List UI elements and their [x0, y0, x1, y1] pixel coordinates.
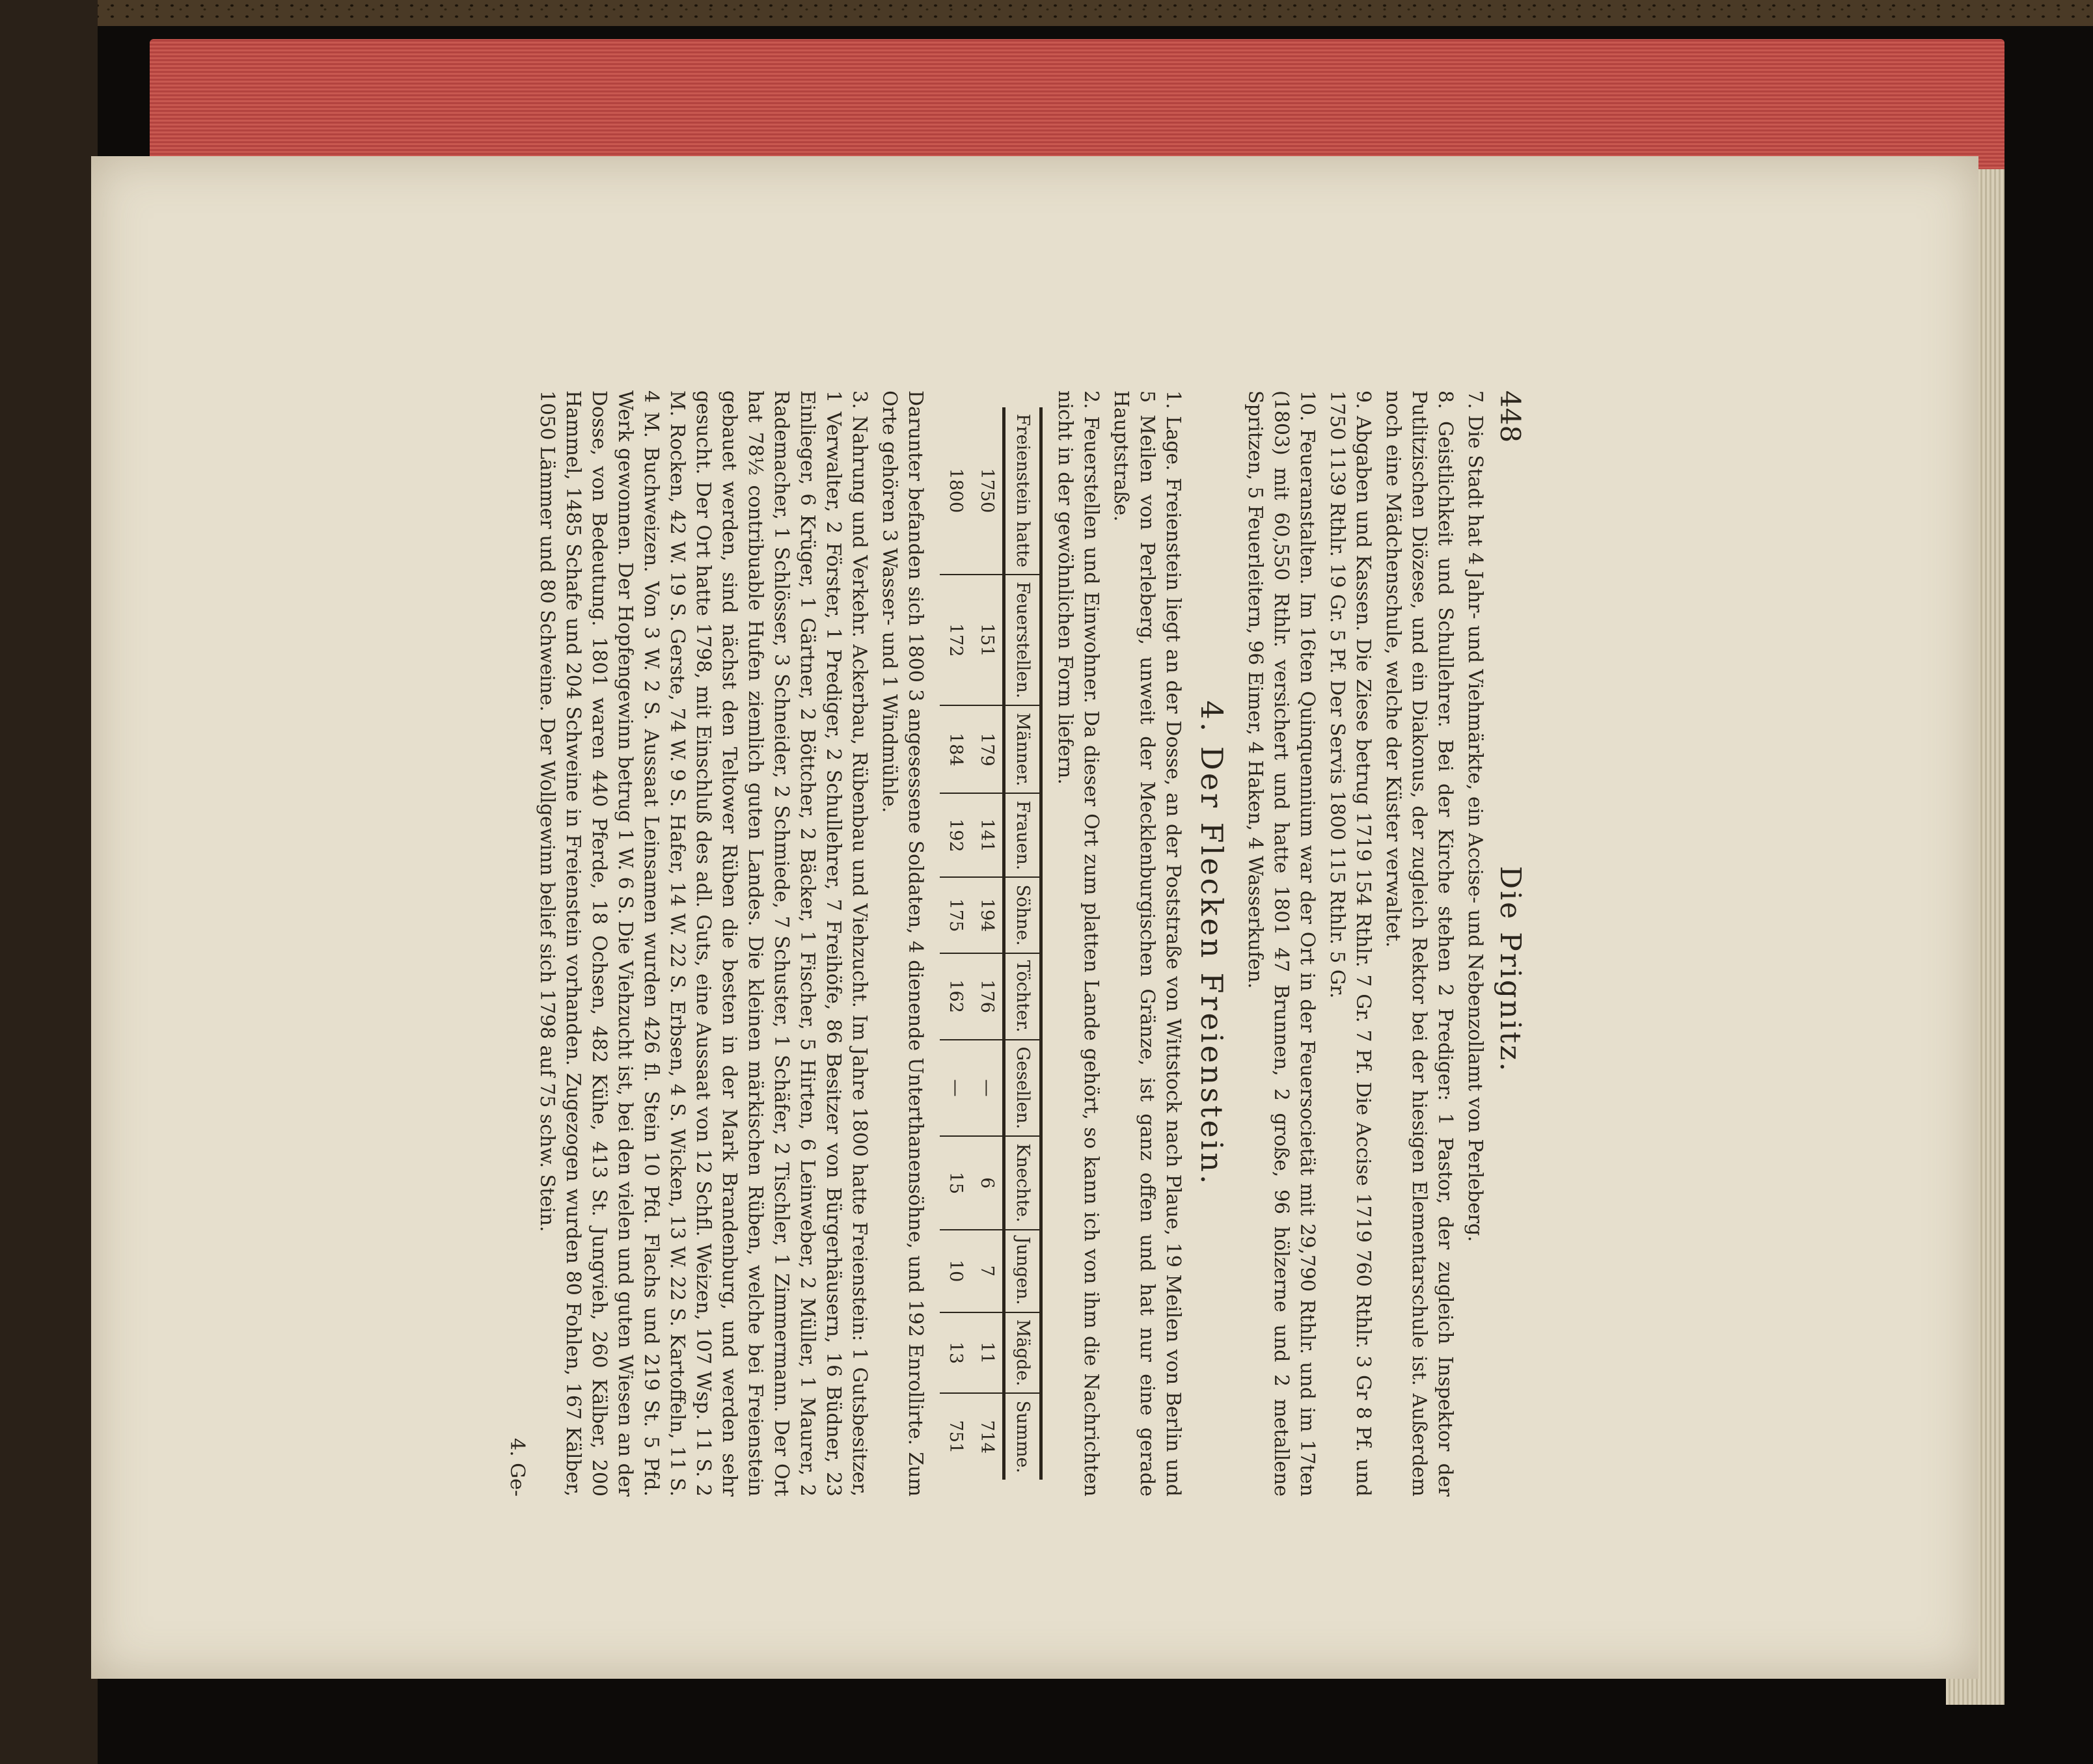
rotated-text-frame [286, 390, 1527, 1497]
table-cell: 10 [940, 1230, 971, 1312]
table-cell: 176 [971, 953, 1004, 1040]
column-header: Söhne. [1004, 877, 1041, 953]
paragraph: 1. Lage. Freienstein liegt an der Dosse, an der Poststraße von Wittstock nach Plaue, 19 Meilen von Berlin und 5 Meilen von Perleberg, unweit der Mecklenburgischen Gränze, ist ganz offen und hat nur eine gerade Hauptstraße. [1110, 390, 1184, 1497]
table-cell: 162 [940, 953, 971, 1040]
column-header: Gesellen. [1004, 1040, 1041, 1137]
column-header: Jungen. [1004, 1230, 1041, 1312]
table-cell: 6 [971, 1136, 1004, 1229]
column-header: Freienstein hatte [1004, 407, 1041, 575]
population-table [940, 407, 1043, 1480]
column-header: Mägde. [1004, 1312, 1041, 1394]
table-cell: 184 [940, 705, 971, 793]
table-cell: 141 [971, 793, 1004, 877]
table-cell: 714 [971, 1393, 1004, 1480]
paragraph: 9. Abgaben und Kassen. Die Ziese betrug 1719 154 Rthlr. 7 Gr. 7 Pf. Die Accise 1719 760 Rthlr. 3 Gr 8 Pf. und 1750 1139 Rthlr. 19 Gr. 5 Pf. Der Servis 1800 115 Rthlr. 5 Gr. [1326, 390, 1375, 1497]
table-row [940, 407, 971, 1480]
book-cover-edge [0, 0, 98, 1764]
page-text-block [286, 390, 1527, 1497]
table-cell: 194 [971, 877, 1004, 953]
table-cell: 7 [971, 1230, 1004, 1312]
paragraph: 8. Geistlichkeit und Schullehrer. Bei der Kirche stehen 2 Prediger: 1 Pastor, der zugleich Inspektor der Putlitzischen Diözese, und ein Diakonus, der zugleich Rektor bei der hiesigen Elementarschule ist. Außerdem noch eine Mädchenschule, welche der Küster verwaltet. [1382, 390, 1457, 1497]
table-cell: 175 [940, 877, 971, 953]
paragraph: 10. Feueranstalten. Im 16ten Quinquennium war der Ort in der Feuersocietät mit 29,790 Rthlr. und im 17ten (1803) mit 60,550 Rthlr. versichert und hatte 1801 47 Brunnen, 2 große, 96 hölzerne und 2 metallene Spritzen, 5 Feuerleitern, 96 Eimer, 4 Haken, 4 Wasserkufen. [1244, 390, 1319, 1497]
table-cell: 179 [971, 705, 1004, 793]
running-head: Die Prignitz. [1494, 865, 1527, 1074]
paragraph: 2. Feuerstellen und Einwohner. Da dieser Ort zum platten Lande gehört, so kann ich von ihm die Nachrichten nicht in der gewöhnlichen Form liefern. [1054, 390, 1102, 1497]
column-header: Feuerstellen. [1004, 575, 1041, 705]
table-cell: 1750 [977, 468, 997, 513]
column-header: Töchter. [1004, 953, 1041, 1040]
paragraph: Darunter befanden sich 1800 3 angesessene Soldaten, 4 dienende Unterthanensöhne, und 192 Enrollirte. Zum Orte gehören 3 Wasser- und 1 Windmühle. [878, 390, 927, 1497]
column-header: Frauen. [1004, 793, 1041, 877]
table-cell: — [971, 1040, 1004, 1137]
paragraph: 7. Die Stadt hat 4 Jahr- und Viehmärkte, ein Accise- und Nebenzollamt von Perleberg. [1464, 390, 1486, 1242]
catchword: 4. Ge- [506, 1437, 528, 1497]
table-cell: 13 [940, 1312, 971, 1394]
table-cell: — [940, 1040, 971, 1137]
section-title: 4. Der Flecken Freienstein. [1194, 700, 1229, 1187]
table-row [971, 407, 1004, 1480]
table-cell: 151 [971, 575, 1004, 705]
table-cell: 1800 [946, 468, 966, 513]
table-cell: 15 [940, 1136, 971, 1229]
column-header: Männer. [1004, 705, 1041, 793]
page-header [1494, 390, 1527, 1497]
column-header: Summe. [1004, 1393, 1041, 1480]
page-number: 448 [1494, 390, 1526, 443]
column-header: Knechte. [1004, 1136, 1041, 1229]
table-cell: 192 [940, 793, 971, 877]
table-cell: 172 [940, 575, 971, 705]
paragraph: 3. Nahrung und Verkehr. Ackerbau, Rübenbau und Viehzucht. Im Jahre 1800 hatte Freienstein: 1 Gutsbesitzer, 1 Verwalter, 2 Förster, 1 Prediger, 2 Schullehrer, 7 Freihöfe, 86 Besitzer von Bürgerhäusern, 16 Büdner, 23 Einlieger, 6 Krüger, 1 Gärtner, 2 Böttcher, 2 Bäcker, 1 Fischer, 5 Hirten, 6 Leinweber, 2 Müller, 1 Maurer, 2 Rademacher, 1 Schlösser, 3 Schneider, 2 Schmiede, 7 Schuster, 1 Schäfer, 2 Tischler, 1 Zimmermann. Der Ort hat 78½ contribuable Hufen ziemlich guten Landes. Die kleinen märkischen Rüben, welche bei Freienstein gebauet werden, sind nächst den Teltower Rüben die besten in der Mark Brandenburg, und werden sehr gesucht. Der Ort hatte 1798, mit Einschluß des adl. Guts, eine Aussaat von 12 Schfl. Weizen, 107 Wsp. 11 S. 2 M. Rocken, 42 W. 19 S. Gerste, 74 W. 9 S. Hafer, 14 W. 22 S. Erbsen, 4 S. Wicken, 13 W. 22 S. Kartoffeln, 11 S. 4 M. Buchweizen. Von 3 W. 2 S. Aussaat Leinsamen wurden 426 fl. Stein 10 Pfd. Flachs und 219 St. 5 Pfd. Werk gewonnen. Der Hopfengewinn betrug 1 W. 6 S. Die Viehzucht ist, bei den vielen und guten Wiesen an der Dosse, von Bedeutung. 1801 waren 440 Pferde, 18 Ochsen, 482 Kühe, 413 St. Jungvieh, 260 Kälber, 200 Hammel, 1485 Schafe und 204 Schweine in Freienstein vorhanden. Zugezogen wurden 80 Fohlen, 167 Kälber, 1050 Lämmer und 80 Schweine. Der Wollgewinn belief sich 1798 auf 75 schw. Stein. [536, 390, 871, 1497]
table-cell: 751 [940, 1393, 971, 1480]
table-header-row [1004, 407, 1041, 1480]
table-cell: 11 [971, 1312, 1004, 1394]
